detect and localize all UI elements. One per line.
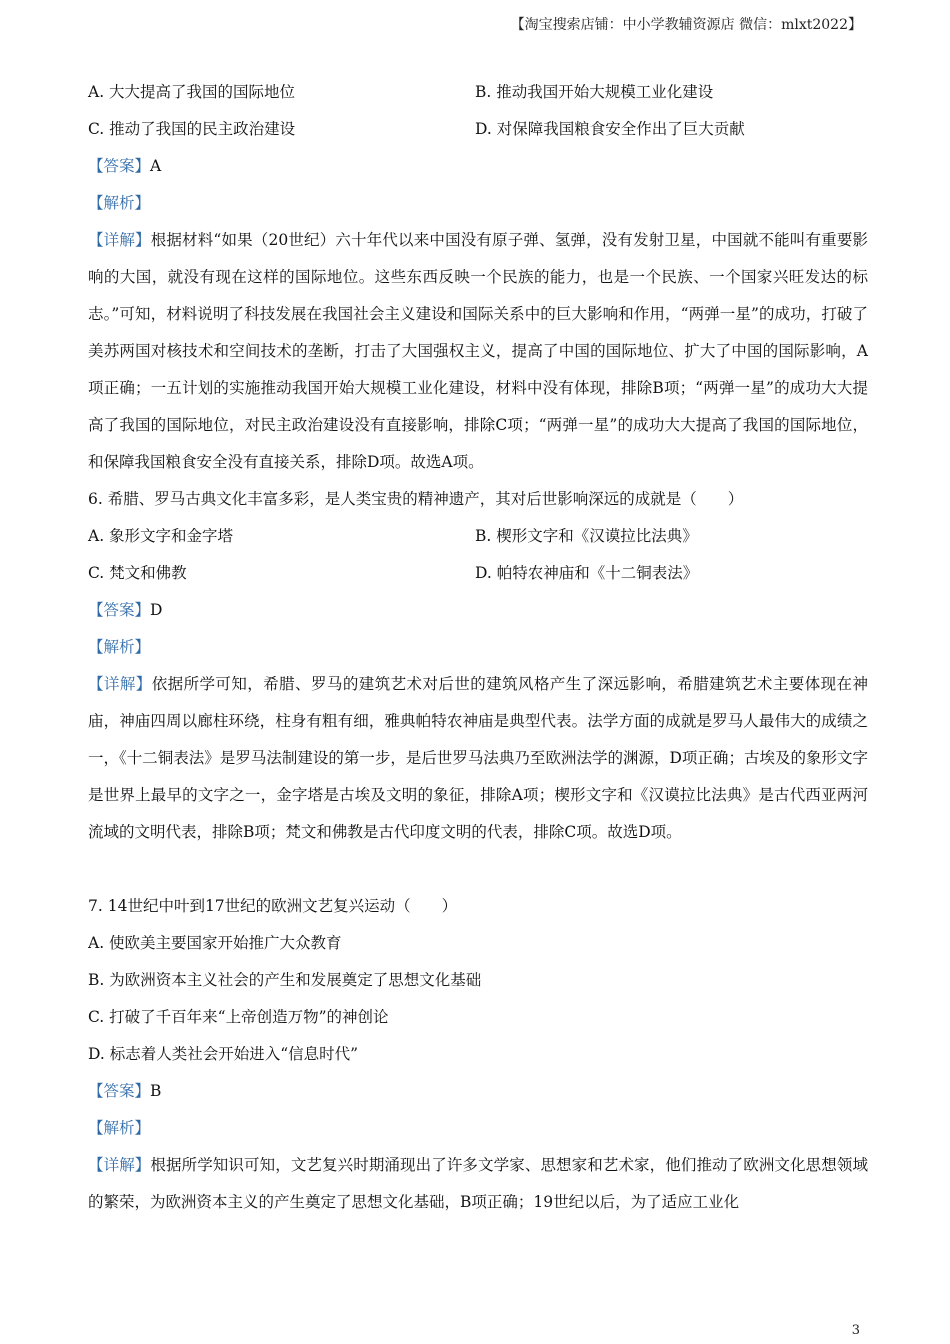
answer-tag: 【答案】 [88, 157, 151, 175]
q6-answer [88, 592, 868, 629]
answer-value: D [150, 601, 163, 619]
answer-tag: 【答案】 [88, 1082, 151, 1100]
q7-detail [88, 1147, 868, 1221]
analysis-tag: 【解析】 [88, 1119, 151, 1137]
q5-detail [88, 222, 868, 481]
q6-options-row-2 [88, 555, 868, 592]
option-a: A. 大大提高了我国的国际地位 [88, 83, 296, 101]
option-b: B. 推动我国开始大规模工业化建设 [475, 83, 714, 101]
answer-value: B [150, 1082, 162, 1100]
q7-question: 7. 14世纪中叶到17世纪的欧洲文艺复兴运动（ ） [88, 897, 458, 915]
option-d: D. 对保障我国粮食安全作出了巨大贡献 [475, 120, 745, 138]
option-c: C. 梵文和佛教 [88, 564, 187, 582]
analysis-tag: 【解析】 [88, 638, 151, 656]
q7-analysis [88, 1110, 868, 1147]
detail-tag: 【详解】 [88, 1156, 151, 1174]
detail-text: 根据材料“如果（20世纪）六十年代以来中国没有原子弹、氢弹，没有发射卫星，中国就不能叫有重要影响的大国，就没有现在这样的国际地位。这些东西反映一个民族的能力，也是一个民族、一个国家兴旺发达的标志。”可知，材料说明了科技发展在我国社会主义建设和国际关系中的巨大影响和作用，“两弹一星”的成功，打破了美苏两国对核技术和空间技术的垄断，打击了大国强权主义，提高了中国的国际地位、扩大了中国的国际影响，A项正确；一五计划的实施推动我国开始大规模工业化建设，材料中没有体现，排除B项；“两弹一星”的成功大大提高了我国的国际地位，对民主政治建设没有直接影响，排除C项；“两弹一星”的成功大大提高了我国的国际地位，和保障我国粮食安全没有直接关系，排除D项。故选A项。 [88, 231, 868, 471]
option-b: B. 楔形文字和《汉谟拉比法典》 [475, 527, 698, 545]
option-c: C. 打破了千百年来“上帝创造万物”的神创论 [88, 1008, 389, 1026]
q5-answer [88, 148, 868, 185]
q5-analysis [88, 185, 868, 222]
page-number: 3 [851, 1323, 860, 1338]
answer-value: A [150, 157, 162, 175]
q6-analysis [88, 629, 868, 666]
option-d: D. 标志着人类社会开始进入“信息时代” [88, 1045, 359, 1063]
q5-options-row-2 [88, 111, 868, 148]
detail-tag: 【详解】 [88, 675, 152, 693]
q5-options-row-1 [88, 74, 868, 111]
answer-tag: 【答案】 [88, 601, 151, 619]
option-c: C. 推动了我国的民主政治建设 [88, 120, 296, 138]
q7-answer [88, 1073, 868, 1110]
analysis-tag: 【解析】 [88, 194, 151, 212]
document-body [88, 74, 868, 1221]
option-a: A. 象形文字和金字塔 [88, 527, 234, 545]
detail-text: 依据所学可知，希腊、罗马的建筑艺术对后世的建筑风格产生了深远影响，希腊建筑艺术主要体现在神庙，神庙四周以廊柱环绕，柱身有粗有细，雅典帕特农神庙是典型代表。法学方面的成就是罗马人最伟大的成绩之一，《十二铜表法》是罗马法制建设的第一步，是后世罗马法典乃至欧洲法学的渊源，D项正确；古埃及的象形文字是世界上最早的文字之一，金字塔是古埃及文明的象征，排除A项；楔形文字和《汉谟拉比法典》是古代西亚两河流域的文明代表，排除B项；梵文和佛教是古代印度文明的代表，排除C项。故选D项。 [88, 675, 868, 841]
option-a: A. 使欧美主要国家开始推广大众教育 [88, 934, 342, 952]
q6-question: 6. 希腊、罗马古典文化丰富多彩，是人类宝贵的精神遗产，其对后世影响深远的成就是（ ） [88, 490, 744, 508]
detail-tag: 【详解】 [88, 231, 151, 249]
option-b: B. 为欧洲资本主义社会的产生和发展奠定了思想文化基础 [88, 971, 482, 989]
detail-text: 根据所学知识可知，文艺复兴时期涌现出了许多文学家、思想家和艺术家，他们推动了欧洲文化思想领域的繁荣，为欧洲资本主义的产生奠定了思想文化基础，B项正确；19世纪以后，为了适应工业化 [88, 1156, 868, 1211]
page-header: 【淘宝搜索店铺：中小学教辅资源店 微信：mlxt2022】 [510, 17, 862, 33]
option-d: D. 帕特农神庙和《十二铜表法》 [475, 564, 699, 582]
q6-detail [88, 666, 868, 888]
q6-options-row-1 [88, 518, 868, 555]
